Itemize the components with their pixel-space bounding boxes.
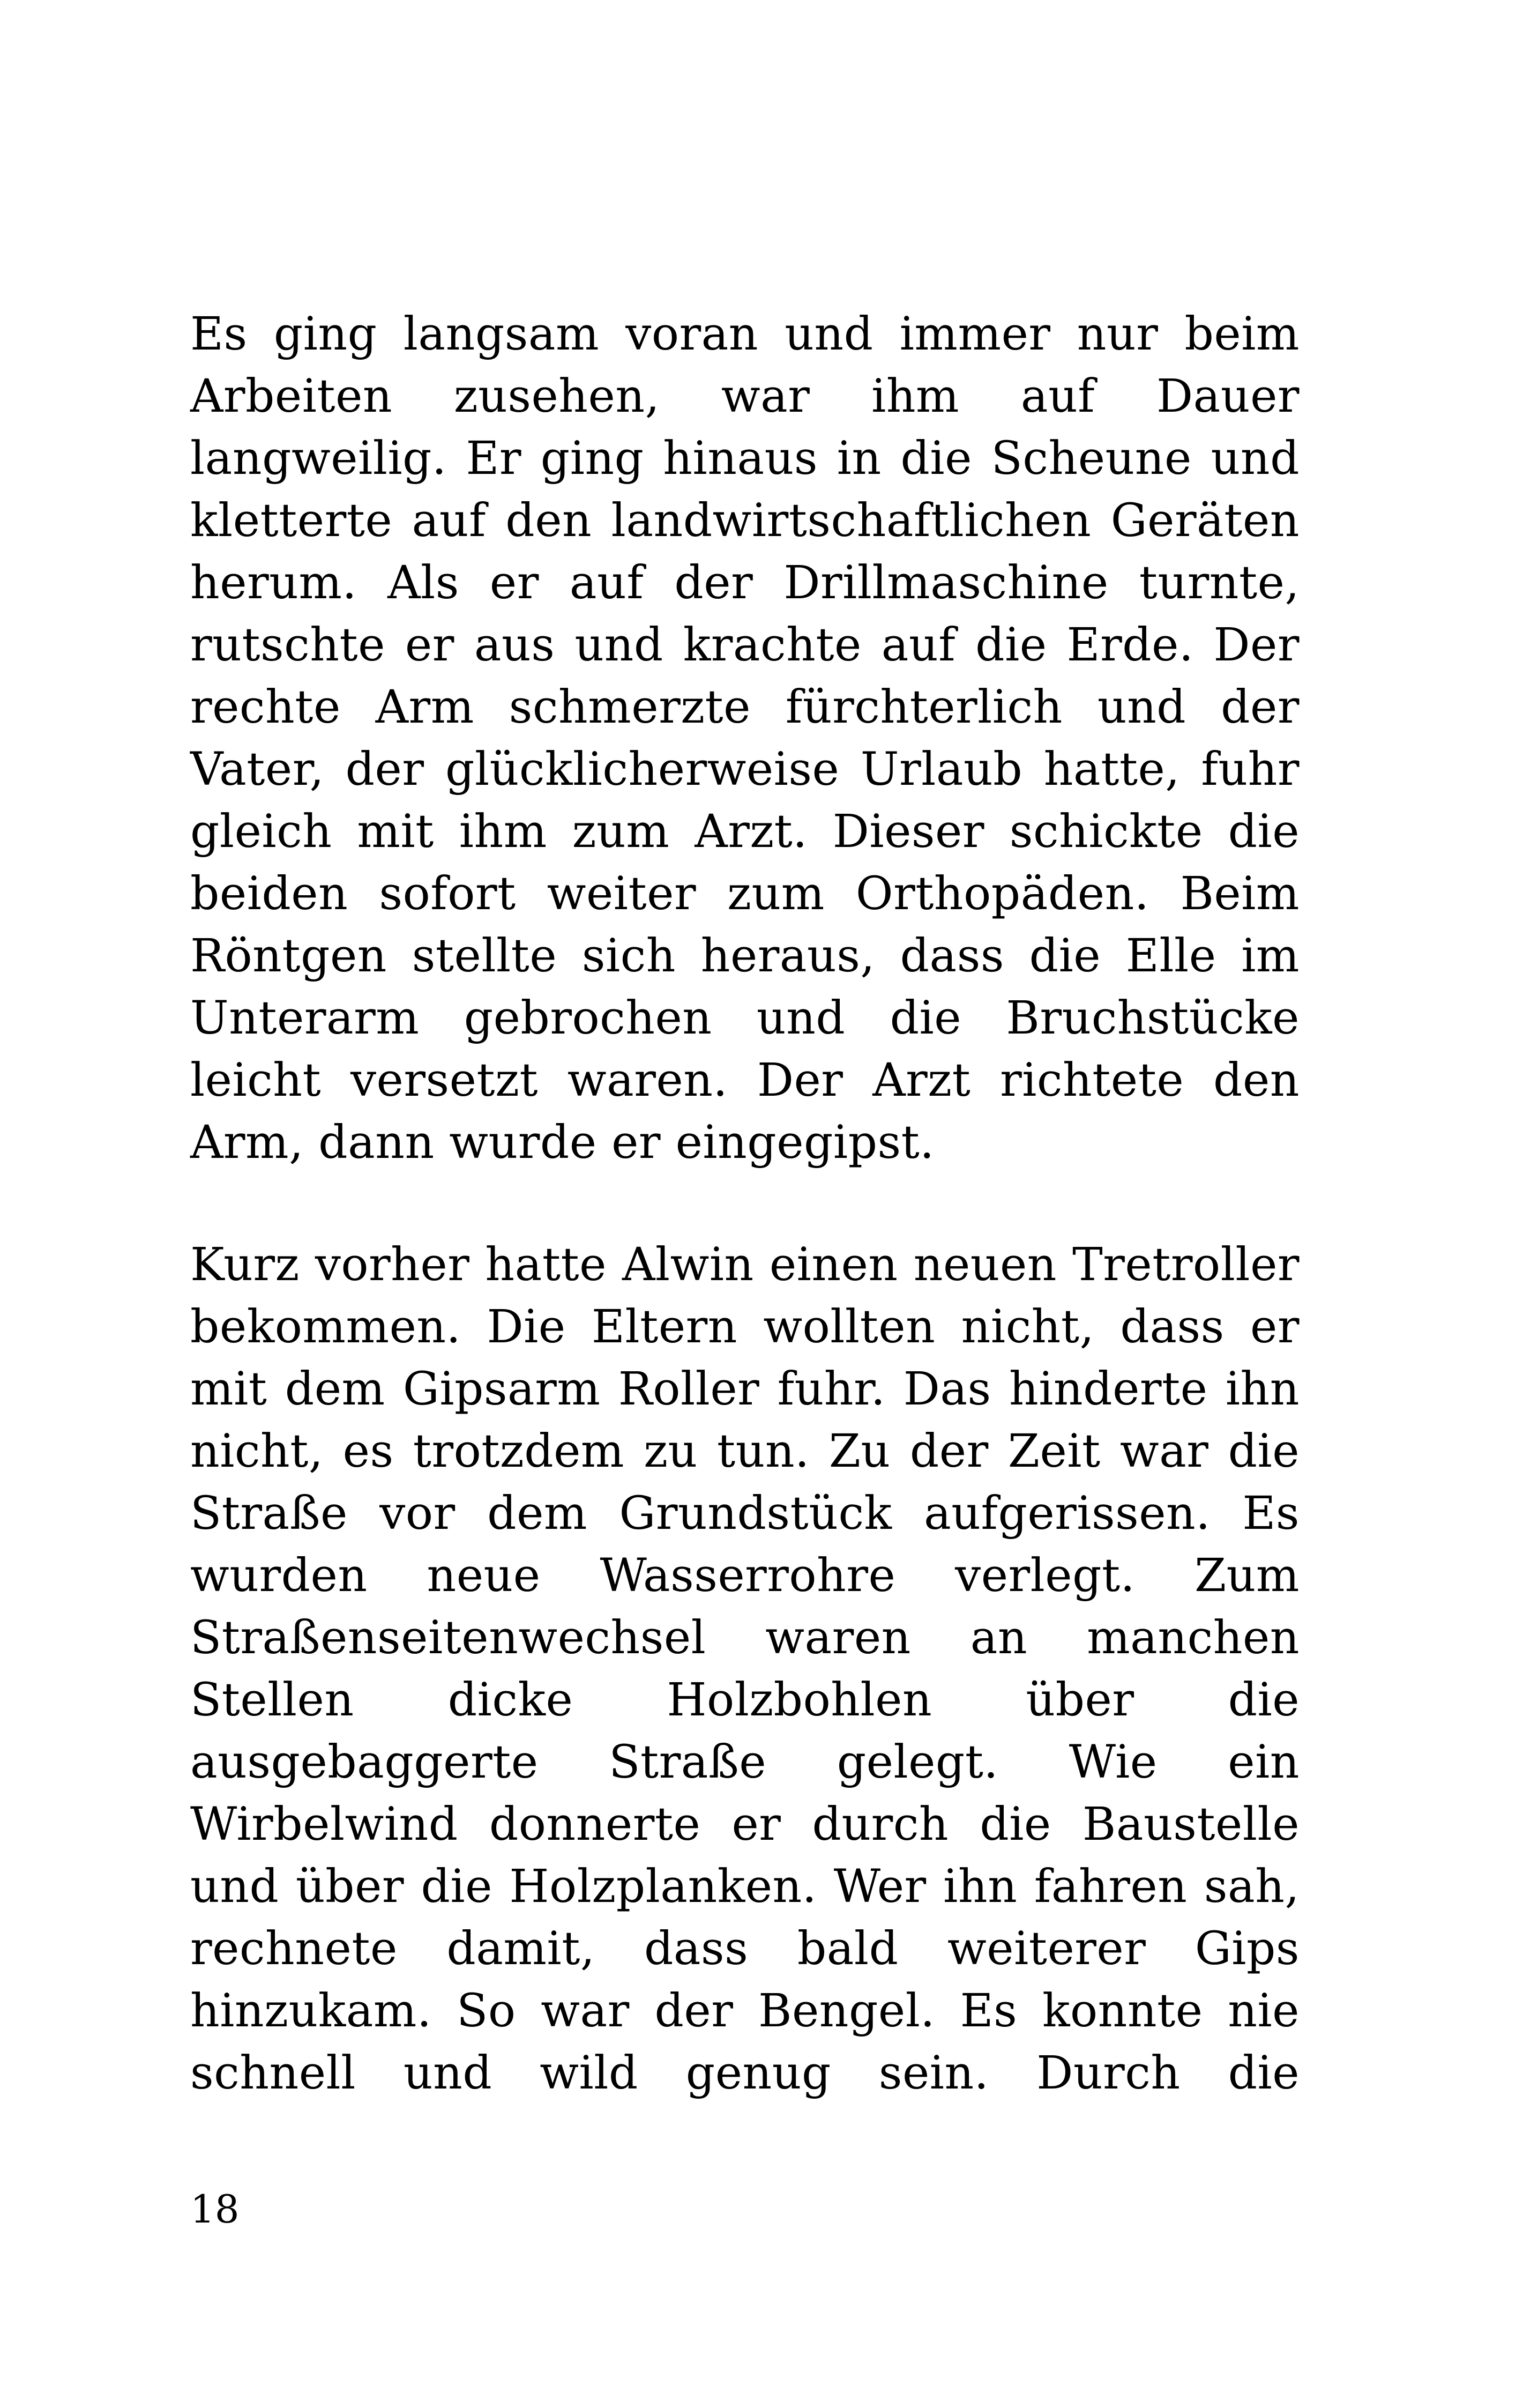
text-line: bekommen. Die Eltern wollten nicht, dass er [190,1300,1300,1354]
text-line: kletterte auf den landwirtschaftlichen Geräten [190,494,1300,547]
text-line: Vater, der glücklicherweise Urlaub hatte, fuhr [190,743,1300,796]
text-line: rutschte er aus und krachte auf die Erde. Der [190,619,1300,672]
text-line: Arm, dann wurde er eingegipst. [190,1116,935,1169]
text-line: ausgebaggerte Straße gelegt. Wie ein [190,1736,1300,1789]
text-line: herum. Als er auf der Drillmaschine turnte, [190,556,1300,610]
text-line: Röntgen stellte sich heraus, dass die Elle im [190,930,1300,983]
text-line: langweilig. Er ging hinaus in die Scheune und [190,432,1300,485]
text-line: mit dem Gipsarm Roller fuhr. Das hinderte ihn [190,1363,1300,1416]
text-line: gleich mit ihm zum Arzt. Dieser schickte die [190,805,1300,858]
text-line: nicht, es trotzdem zu tun. Zu der Zeit war die [190,1425,1300,1478]
text-line: rechnete damit, dass bald weiterer Gips [190,1922,1300,1975]
text-line: Unterarm gebrochen und die Bruchstücke [190,992,1300,1045]
text-line: schnell und wild genug sein. Durch die [190,2047,1300,2100]
text-line: Es ging langsam voran und immer nur beim [190,308,1300,361]
text-line: Arbeiten zusehen, war ihm auf Dauer [190,370,1300,423]
text-line: Straße vor dem Grundstück aufgerissen. Es [190,1487,1300,1540]
page-number: 18 [190,2187,240,2232]
text-line: Wirbelwind donnerte er durch die Baustelle [190,1798,1300,1851]
text-line: hinzukam. So war der Bengel. Es konnte nie [190,1985,1300,2038]
text-line: und über die Holzplanken. Wer ihn fahren sah, [190,1860,1300,1913]
text-line: leicht versetzt waren. Der Arzt richtete den [190,1054,1300,1107]
text-line: rechte Arm schmerzte fürchterlich und der [190,681,1300,734]
text-line: wurden neue Wasserrohre verlegt. Zum [190,1549,1300,1602]
text-line: Kurz vorher hatte Alwin einen neuen Tretroller [190,1238,1300,1291]
text-line: Stellen dicke Holzbohlen über die [190,1674,1300,1727]
paragraph-2 [190,1234,1300,2105]
text-line: beiden sofort weiter zum Orthopäden. Beim [190,867,1300,920]
paragraph-1 [190,303,1300,1174]
text-line: Straßenseitenwechsel waren an manchen [190,1611,1300,1664]
